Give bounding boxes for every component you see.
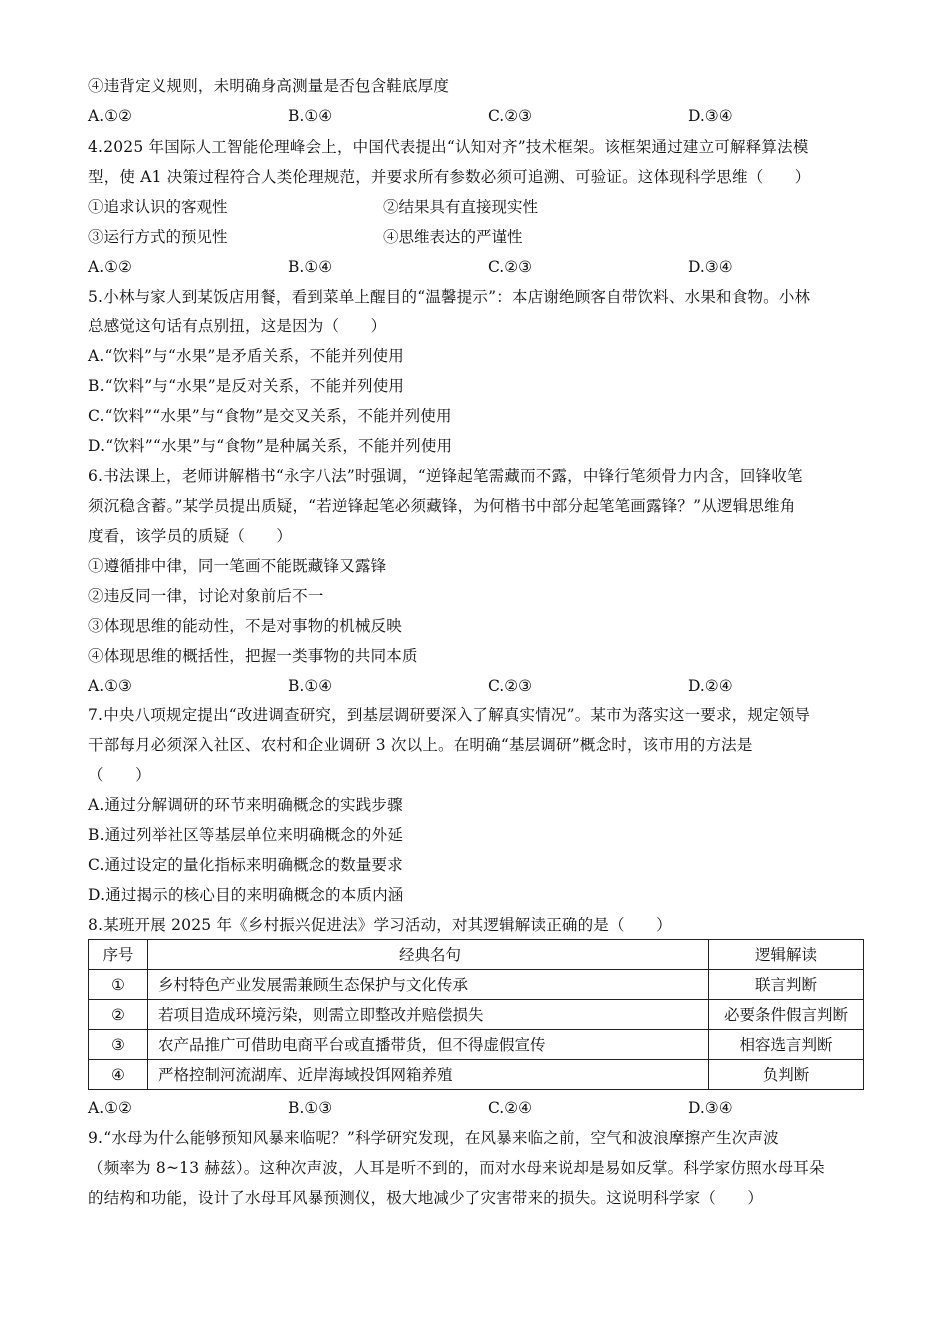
- q3-option-a[interactable]: A.①②: [88, 107, 132, 125]
- q6-option-b[interactable]: B.①④: [288, 677, 333, 695]
- q3-option-b[interactable]: B.①④: [288, 107, 333, 125]
- table-cell: ③: [89, 1030, 148, 1060]
- column-header: 逻辑解读: [709, 940, 864, 970]
- q8-option-b[interactable]: B.①③: [288, 1099, 333, 1117]
- q4-option-a[interactable]: A.①②: [88, 258, 132, 276]
- q4-item-2: ②结果具有直接现实性: [383, 198, 539, 216]
- q4-item-3: ③运行方式的预见性: [88, 228, 228, 246]
- table-row: [89, 1000, 864, 1030]
- q4-option-c[interactable]: C.②③: [488, 258, 533, 276]
- table-cell: 相容选言判断: [709, 1030, 864, 1060]
- table-cell: 农产品推广可借助电商平台或直播带货，但不得虚假宣传: [148, 1030, 709, 1060]
- q7-option-c[interactable]: C.通过设定的量化指标来明确概念的数量要求: [88, 856, 403, 874]
- q8-option-a[interactable]: A.①②: [88, 1099, 132, 1117]
- q9-stem-line-2: （频率为 8~13 赫兹）。这种次声波，人耳是听不到的，而对水母来说却是易如反掌。科学家仿照水母耳朵: [88, 1159, 825, 1177]
- q3-item-4: ④违背定义规则，未明确身高测量是否包含鞋底厚度: [88, 77, 450, 95]
- q6-item-1: ①遵循排中律，同一笔画不能既藏锋又露锋: [88, 557, 387, 575]
- q4-option-d[interactable]: D.③④: [688, 258, 733, 276]
- table-cell: ④: [89, 1060, 148, 1090]
- table-header-row: [89, 940, 864, 970]
- q7-option-a[interactable]: A.通过分解调研的环节来明确概念的实践步骤: [88, 796, 403, 814]
- q4-item-1: ①追求认识的客观性: [88, 198, 228, 216]
- table-cell: 乡村特色产业发展需兼顾生态保护与文化传承: [148, 970, 709, 1000]
- q9-stem-line-3: 的结构和功能，设计了水母耳风暴预测仪，极大地减少了灾害带来的损失。这说明科学家（ ）: [88, 1189, 764, 1207]
- table-cell: 负判断: [709, 1060, 864, 1090]
- q4-option-b[interactable]: B.①④: [288, 258, 333, 276]
- table-cell: ②: [89, 1000, 148, 1030]
- q7-stem-line-2: 干部每月必须深入社区、农村和企业调研 3 次以上。在明确“基层调研”概念时，该市用的方法是: [88, 736, 753, 754]
- q5-option-d[interactable]: D.“饮料”“水果”与“食物”是种属关系，不能并列使用: [88, 437, 453, 455]
- q5-stem-line-1: 5.小林与家人到某饭店用餐，看到菜单上醒目的“温馨提示”：本店谢绝顾客自带饮料、水果和食物。小林: [88, 288, 811, 306]
- table-cell: 严格控制河流湖库、近岸海域投饵网箱养殖: [148, 1060, 709, 1090]
- q6-option-c[interactable]: C.②③: [488, 677, 533, 695]
- q3-option-c[interactable]: C.②③: [488, 107, 533, 125]
- q5-option-a[interactable]: A.“饮料”与“水果”是矛盾关系，不能并列使用: [88, 347, 404, 365]
- q4-stem-line-1: 4.2025 年国际人工智能伦理峰会上，中国代表提出“认知对齐”技术框架。该框架通过建立可解释算法模: [88, 138, 809, 156]
- q3-option-d[interactable]: D.③④: [688, 107, 733, 125]
- q6-item-2: ②违反同一律，讨论对象前后不一: [88, 587, 324, 605]
- table-cell: 联言判断: [709, 970, 864, 1000]
- q6-item-3: ③体现思维的能动性，不是对事物的机械反映: [88, 617, 403, 635]
- q7-option-b[interactable]: B.通过列举社区等基层单位来明确概念的外延: [88, 826, 404, 844]
- q5-option-c[interactable]: C.“饮料”“水果”与“食物”是交叉关系，不能并列使用: [88, 407, 452, 425]
- q7-option-d[interactable]: D.通过揭示的核心目的来明确概念的本质内涵: [88, 886, 404, 904]
- table-row: [89, 1030, 864, 1060]
- table-row: [89, 970, 864, 1000]
- q6-item-4: ④体现思维的概括性，把握一类事物的共同本质: [88, 647, 418, 665]
- q8-stem: 8.某班开展 2025 年《乡村振兴促进法》学习活动，对其逻辑解读正确的是（ ）: [88, 916, 672, 934]
- table-row: [89, 1060, 864, 1090]
- q6-option-a[interactable]: A.①③: [88, 677, 132, 695]
- q9-stem-line-1: 9.“水母为什么能够预知风暴来临呢？”科学研究发现，在风暴来临之前，空气和波浪摩擦产生次声波: [88, 1129, 779, 1147]
- q6-stem-line-2: 须沉稳含蓄。”某学员提出质疑，“若逆锋起笔必须藏锋，为何楷书中部分起笔笔画露锋？”从逻辑思维角: [88, 497, 796, 515]
- q8-option-d[interactable]: D.③④: [688, 1099, 733, 1117]
- q6-option-d[interactable]: D.②④: [688, 677, 733, 695]
- q6-stem-line-3: 度看，该学员的质疑（ ）: [88, 527, 293, 545]
- q4-stem-line-2: 型，使 A1 决策过程符合人类伦理规范，并要求所有参数必须可追溯、可验证。这体现科学思维（ ）: [88, 168, 811, 186]
- q8-option-c[interactable]: C.②④: [488, 1099, 533, 1117]
- table-cell: 若项目造成环境污染，则需立即整改并赔偿损失: [148, 1000, 709, 1030]
- column-header: 经典名句: [148, 940, 709, 970]
- q8-table: [88, 939, 864, 1090]
- table-cell: ①: [89, 970, 148, 1000]
- column-header: 序号: [89, 940, 148, 970]
- q7-stem-line-3: （ ）: [88, 766, 151, 784]
- q4-item-4: ④思维表达的严谨性: [383, 228, 523, 246]
- q7-stem-line-1: 7.中央八项规定提出“改进调查研究，到基层调研要深入了解真实情况”。某市为落实这一要求，规定领导: [88, 706, 811, 724]
- q5-option-b[interactable]: B.“饮料”与“水果”是反对关系，不能并列使用: [88, 377, 405, 395]
- q6-stem-line-1: 6.书法课上，老师讲解楷书“永字八法”时强调，“逆锋起笔需藏而不露，中锋行笔须骨力内含，回锋收笔: [88, 467, 803, 485]
- table-cell: 必要条件假言判断: [709, 1000, 864, 1030]
- q5-stem-line-2: 总感觉这句话有点别扭，这是因为（ ）: [88, 317, 387, 335]
